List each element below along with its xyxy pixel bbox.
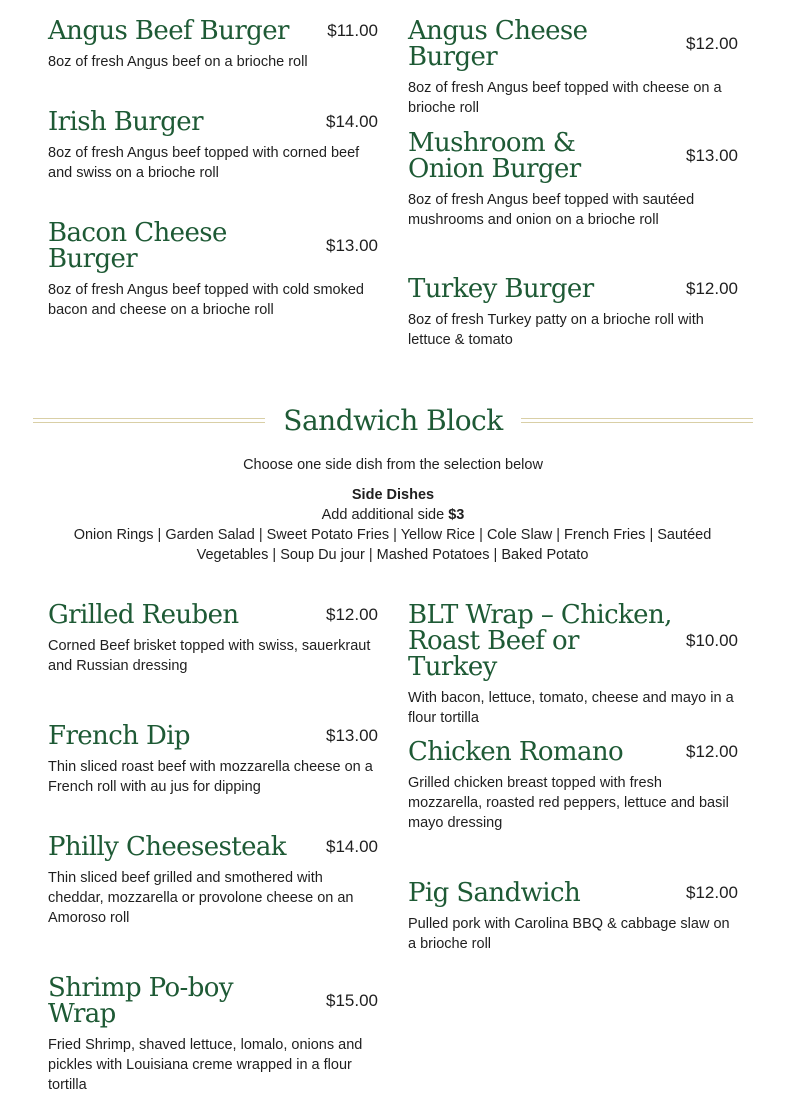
item-price: $12.00	[686, 34, 738, 53]
item-description: 8oz of fresh Angus beef topped with cold smoked bacon and cheese on a brioche roll	[48, 282, 364, 318]
item-description: Thin sliced beef grilled and smothered with cheddar, mozzarella or provolone cheese on an Amoroso roll	[48, 870, 354, 926]
sides-list: Onion Rings | Garden Salad | Sweet Potato Fries | Yellow Rice | Cole Slaw | French Fries | Sautéed Vegetables | Soup Du jour | Mashed Potatoes | Baked Potato	[73, 527, 712, 563]
item-price: $14.00	[326, 837, 378, 856]
item-description: Thin sliced roast beef with mozzarella cheese on a French roll with au jus for dipping	[48, 759, 373, 795]
menu-item	[408, 602, 738, 728]
menu-item	[408, 276, 738, 350]
sides-add-text: Add additional side	[321, 507, 445, 523]
item-name: Angus Cheese Burger	[408, 16, 588, 72]
item-description: 8oz of fresh Turkey patty on a brioche roll with lettuce & tomato	[408, 312, 704, 348]
menu-item	[408, 130, 738, 230]
item-description: Corned Beef brisket topped with swiss, sauerkraut and Russian dressing	[48, 638, 371, 674]
item-name: Mushroom & Onion Burger	[408, 128, 581, 184]
item-description: With bacon, lettuce, tomato, cheese and mayo in a flour tortilla	[408, 690, 734, 726]
section-header	[33, 400, 753, 440]
item-description: Pulled pork with Carolina BBQ & cabbage slaw on a brioche roll	[408, 916, 730, 952]
item-name: Grilled Reuben	[48, 600, 239, 630]
menu-item	[48, 602, 378, 676]
divider-right	[521, 418, 753, 423]
item-name: BLT Wrap – Chicken, Roast Beef or Turkey	[408, 600, 672, 682]
item-name: Angus Beef Burger	[48, 16, 289, 46]
item-description: 8oz of fresh Angus beef topped with corned beef and swiss on a brioche roll	[48, 145, 360, 181]
item-price: $13.00	[326, 726, 378, 745]
section-intro: Choose one side dish from the selection below	[243, 457, 543, 473]
item-description: Grilled chicken breast topped with fresh mozzarella, roasted red peppers, lettuce and basil mayo dressing	[408, 775, 729, 831]
item-name: Philly Cheesesteak	[48, 832, 286, 862]
item-price: $14.00	[326, 112, 378, 131]
menu-item	[408, 739, 738, 833]
menu-item	[48, 723, 378, 797]
item-price: $12.00	[326, 605, 378, 624]
menu-item	[408, 18, 738, 118]
item-description: 8oz of fresh Angus beef topped with sautéed mushrooms and onion on a brioche roll	[408, 192, 695, 228]
item-price: $11.00	[327, 21, 378, 40]
item-name: Pig Sandwich	[408, 878, 581, 908]
divider-left	[33, 418, 265, 423]
sides-add-line	[33, 505, 753, 525]
sides-heading: Side Dishes	[351, 487, 435, 503]
menu-item	[48, 18, 378, 72]
item-description: 8oz of fresh Angus beef topped with cheese on a brioche roll	[408, 80, 722, 116]
section-title: Sandwich Block	[283, 403, 503, 437]
item-name: Shrimp Po-boy Wrap	[48, 973, 233, 1029]
item-price: $12.00	[686, 279, 738, 298]
item-name: Chicken Romano	[408, 737, 624, 767]
menu-item	[48, 220, 378, 320]
item-name: Bacon Cheese Burger	[48, 218, 227, 274]
menu-item	[408, 880, 738, 954]
item-name: Irish Burger	[48, 107, 203, 137]
item-description: 8oz of fresh Angus beef on a brioche roll	[48, 54, 308, 70]
sides-add-price: $3	[448, 507, 465, 523]
item-price: $13.00	[686, 146, 738, 165]
item-name: French Dip	[48, 721, 190, 751]
item-price: $13.00	[326, 236, 378, 255]
menu-item	[48, 975, 378, 1095]
item-price: $12.00	[686, 883, 738, 902]
item-price: $12.00	[686, 742, 738, 761]
item-description: Fried Shrimp, shaved lettuce, lomalo, onions and pickles with Louisiana creme wrapped in a flour tortilla	[48, 1037, 363, 1093]
item-name: Turkey Burger	[408, 274, 594, 304]
item-price: $15.00	[326, 991, 378, 1010]
menu-item	[48, 109, 378, 183]
menu-item	[48, 834, 378, 928]
item-price: $10.00	[686, 631, 738, 650]
